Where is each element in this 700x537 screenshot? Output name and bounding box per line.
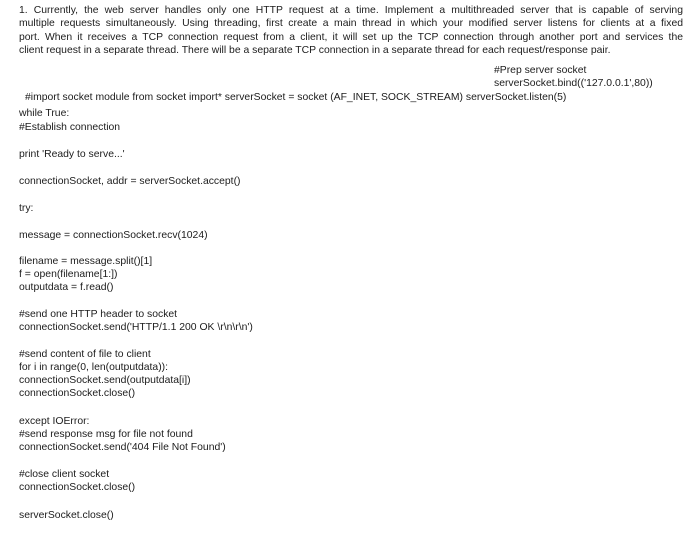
import-line: #import socket module from socket import* serverSocket = socket (AF_INET, SOCK_STREAM) serverSocket.listen(5) bbox=[25, 92, 567, 103]
read-line: outputdata = f.read() bbox=[19, 282, 114, 293]
except-line: except IOError: bbox=[19, 416, 90, 427]
prep-comment: #Prep server socket bbox=[494, 65, 587, 76]
server-close-line: serverSocket.close() bbox=[19, 510, 114, 521]
close-client-comment: #close client socket bbox=[19, 469, 110, 480]
send-header-line: connectionSocket.send('HTTP/1.1 200 OK \r\n\r\n') bbox=[19, 322, 253, 333]
send-content-comment: #send content of file to client bbox=[19, 349, 151, 360]
recv-line: message = connectionSocket.recv(1024) bbox=[19, 230, 208, 241]
close-connection-line: connectionSocket.close() bbox=[19, 482, 136, 493]
print-line: print 'Ready to serve...' bbox=[19, 149, 125, 160]
while-line: while True: bbox=[19, 108, 70, 119]
filename-line: filename = message.split()[1] bbox=[19, 256, 153, 267]
send-header-comment: #send one HTTP header to socket bbox=[19, 309, 178, 320]
send-data-line: connectionSocket.send(outputdata[i]) bbox=[19, 375, 191, 386]
question-line: multiple requests simultaneously. Using threading, first create a main thread in which your modified server listens for clients at a fixed bbox=[19, 18, 683, 30]
question-line: port. When it receives a TCP connection request from a client, it will set up the TCP connection through another port and services the bbox=[19, 31, 683, 43]
question-line: 1. Currently, the web server handles only one HTTP request at a time. Implement a multithreaded server that is capable of serving bbox=[19, 5, 683, 16]
establish-comment: #Establish connection bbox=[19, 122, 121, 133]
for-line: for i in range(0, len(outputdata)): bbox=[19, 362, 169, 373]
close-connection-line: connectionSocket.close() bbox=[19, 388, 136, 399]
send-404-comment: #send response msg for file not found bbox=[19, 429, 193, 440]
accept-line: connectionSocket, addr = serverSocket.accept() bbox=[19, 176, 241, 187]
open-line: f = open(filename[1:]) bbox=[19, 269, 118, 280]
try-line: try: bbox=[19, 203, 34, 214]
question-paragraph bbox=[19, 4, 683, 58]
question-line: client request in a separate thread. There will be a separate TCP connection in a separate thread for each request/response pair. bbox=[19, 45, 611, 57]
send-404-line: connectionSocket.send('404 File Not Found') bbox=[19, 442, 226, 453]
bind-line: serverSocket.bind(('127.0.0.1',80)) bbox=[494, 78, 653, 89]
